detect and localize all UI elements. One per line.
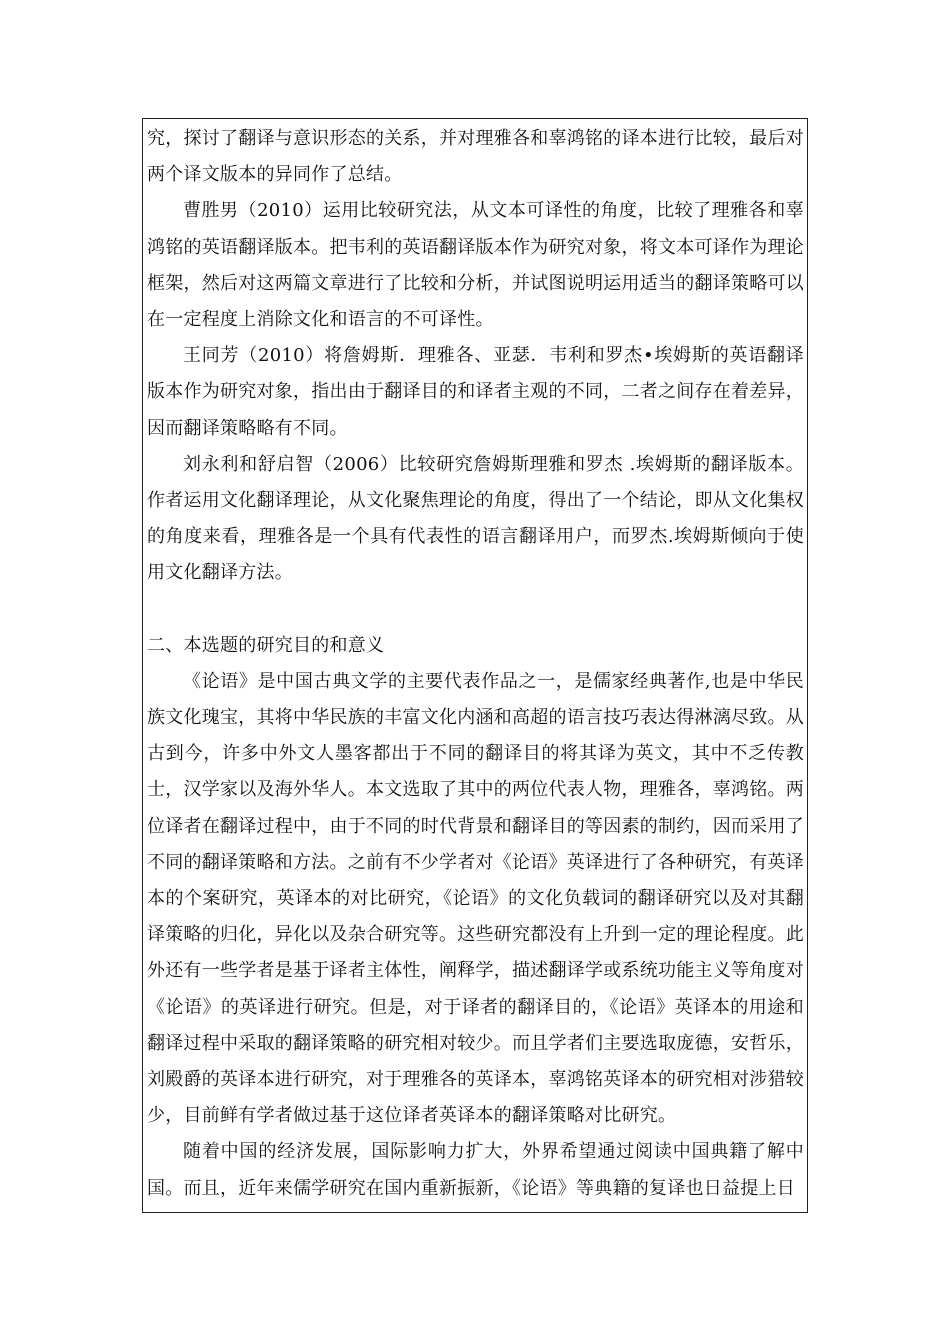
paragraph-wang-tongfang: 王同芳（2010）将詹姆斯．理雅各、亚瑟．韦利和罗杰•埃姆斯的英语翻译版本作为研究对象，指出由于翻译目的和译者主观的不同，二者之间存在着差异，因而翻译策略略有不同。	[147, 345, 804, 439]
section-heading: 二、本选题的研究目的和意义	[147, 634, 385, 656]
paragraph-significance: 随着中国的经济发展，国际影响力扩大，外界希望通过阅读中国典籍了解中国。而且，近年来儒学研究在国内重新振新，《论语》等典籍的复译也日益提上日	[147, 1141, 804, 1199]
paragraph-cao-shengnan: 曹胜男（2010）运用比较研究法，从文本可译性的角度，比较了理雅各和辜鸿铭的英语翻译版本。把韦利的英语翻译版本作为研究对象，将文本可译作为理论框架，然后对这两篇文章进行了比较和分析，并试图说明运用适当的翻译策略可以在一定程度上消除文化和语言的不可译性。	[147, 200, 804, 331]
paragraph-purpose: 《论语》是中国古典文学的主要代表作品之一，是儒家经典著作,也是中华民族文化瑰宝，其将中华民族的丰富文化内涵和高超的语言技巧表达得淋漓尽致。从古到今，许多中外文人墨客都出于不同的翻译目的将其译为英文，其中不乏传教士，汉学家以及海外华人。本文选取了其中的两位代表人物，理雅各，辜鸿铭。两位译者在翻译过程中，由于不同的时代背景和翻译目的等因素的制约，因而采用了不同的翻译策略和方法。之前有不少学者对《论语》英译进行了各种研究，有英译本的个案研究，英译本的对比研究，《论语》的文化负载词的翻译研究以及对其翻译策略的归化，异化以及杂合研究等。这些研究都没有上升到一定的理论程度。此外还有一些学者是基于译者主体性，阐释学，描述翻译学或系统功能主义等角度对《论语》的英译进行研究。但是，对于译者的翻译目的，《论语》英译本的用途和翻译过程中采取的翻译策略的研究相对较少。而且学者们主要选取庞德，安哲乐，刘殿爵的英译本进行研究，对于理雅各的英译本，辜鸿铭英译本的研究相对涉猎较少，目前鲜有学者做过基于这位译者英译本的翻译策略对比研究。	[147, 670, 804, 1127]
table-cell-frame	[142, 118, 808, 1213]
paragraph-liu-yongli: 刘永利和舒启智（2006）比较研究詹姆斯理雅和罗杰 .埃姆斯的翻译版本。作者运用文化翻译理论，从文化聚焦理论的角度，得出了一个结论，即从文化集权的角度来看，理雅各是一个具有代表性的语言翻译用户，而罗杰.埃姆斯倾向于使用文化翻译方法。	[147, 453, 804, 584]
blank-line	[147, 592, 804, 628]
paragraph-continued: 究，探讨了翻译与意识形态的关系，并对理雅各和辜鸿铭的译本进行比较，最后对两个译文版本的异同作了总结。	[147, 128, 804, 186]
cell-content	[147, 121, 804, 1207]
